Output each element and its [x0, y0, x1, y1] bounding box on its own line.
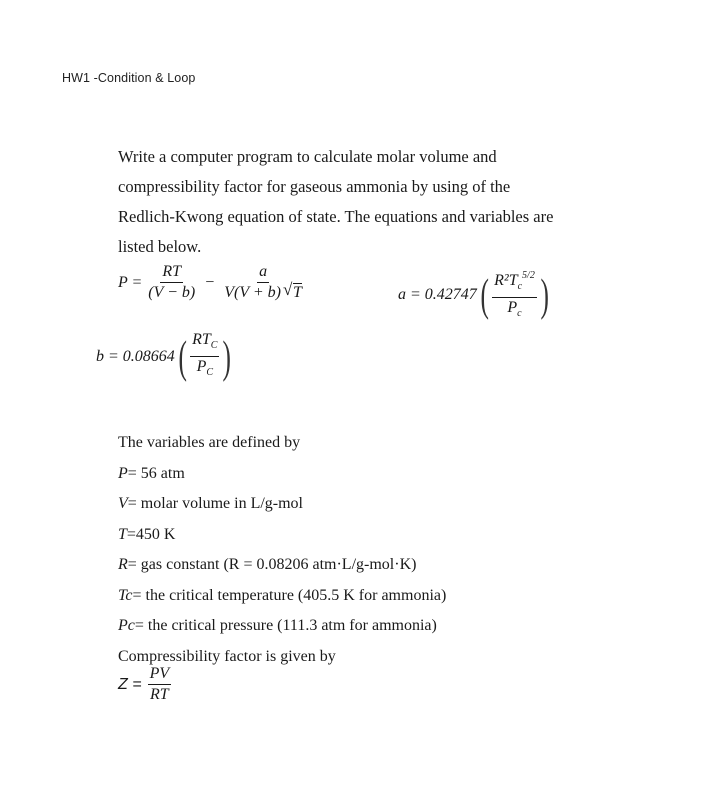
z-eq-num: PV: [148, 664, 172, 685]
b-eq-den: [195, 357, 215, 383]
p-eq-term2-num: a: [257, 262, 269, 283]
definition-symbol: P: [118, 464, 128, 482]
a-eq-den-sub: c: [517, 308, 522, 319]
z-eq-frac: [148, 664, 172, 705]
definition-item: [118, 520, 446, 551]
p-eq-term1-den: (V − b): [148, 284, 196, 301]
definitions-closing: Compressibility factor is given by: [118, 647, 336, 665]
definition-item: [118, 489, 446, 520]
p-eq-term1: [146, 262, 197, 303]
b-eq-den-sub: C: [206, 367, 214, 378]
right-paren: ): [540, 269, 549, 320]
a-eq-den-text: P: [507, 299, 518, 316]
p-eq-term2-den-prefix: V(V + b): [224, 284, 281, 301]
a-eq-num-sup: 5/2: [522, 270, 535, 281]
definition-text: = the critical temperature (405.5 K for ammonia): [132, 586, 447, 604]
problem-statement: [118, 142, 688, 262]
p-eq-term2: [222, 262, 304, 303]
definition-item: [118, 550, 446, 581]
b-eq-num-sub: C: [210, 340, 218, 351]
intro-line: compressibility factor for gaseous ammonia by using of the: [118, 177, 511, 196]
p-eq-term2-den: [222, 283, 304, 303]
a-eq-num-sub: c: [517, 281, 523, 292]
p-eq-minus: −: [205, 273, 215, 291]
left-paren: (: [480, 269, 489, 320]
definitions-heading: The variables are defined by: [118, 434, 301, 451]
definition-symbol: V: [118, 495, 128, 512]
b-eq-frac: [190, 330, 219, 383]
a-eq-lhs: a = 0.42747: [398, 286, 477, 303]
intro-line: Write a computer program to calculate molar volume and: [118, 147, 497, 166]
b-eq-den-text: P: [196, 358, 207, 375]
compressibility-equation: [118, 664, 171, 705]
definition-symbol: T: [118, 525, 127, 543]
b-equation: [96, 330, 235, 383]
z-eq-lhs: Z =: [118, 675, 142, 693]
a-equation: [398, 266, 552, 324]
definition-item: [118, 459, 446, 490]
p-eq-root-arg: T: [292, 284, 302, 301]
left-paren: (: [178, 330, 187, 382]
right-paren: ): [222, 330, 232, 382]
variable-definitions: [118, 428, 446, 672]
z-eq-den: RT: [150, 686, 169, 703]
definition-text: = the critical pressure (111.3 atm for ammonia): [134, 617, 437, 634]
definition-text: =450 K: [126, 525, 176, 543]
a-eq-den: [505, 298, 523, 324]
intro-line: Redlich-Kwong equation of state. The equations and variables are: [118, 207, 554, 226]
a-eq-frac: [492, 266, 537, 324]
definition-text: = gas constant (R = 0.08206 atm·L/g-mol·K): [127, 556, 417, 573]
pressure-equation: [118, 262, 304, 303]
definition-symbol: Tc: [118, 586, 133, 604]
definition-item: [118, 581, 446, 612]
b-eq-num-text: RT: [192, 331, 211, 348]
a-eq-num: [492, 266, 537, 298]
intro-line: listed below.: [118, 237, 202, 256]
definition-item: [118, 611, 446, 642]
p-eq-lhs: P =: [118, 273, 143, 291]
definition-text: = 56 atm: [127, 464, 185, 482]
definition-text: = molar volume in L/g-mol: [127, 495, 303, 512]
definition-symbol: R: [118, 556, 128, 573]
p-eq-term1-num: RT: [160, 262, 183, 283]
a-eq-num-text: R²T: [494, 272, 518, 289]
sqrt-symbol: [285, 283, 302, 303]
b-eq-num: [190, 330, 219, 357]
b-eq-lhs: b = 0.08664: [96, 347, 175, 365]
definition-symbol: Pc: [118, 617, 135, 634]
page-header: HW1 -Condition & Loop: [62, 71, 196, 85]
